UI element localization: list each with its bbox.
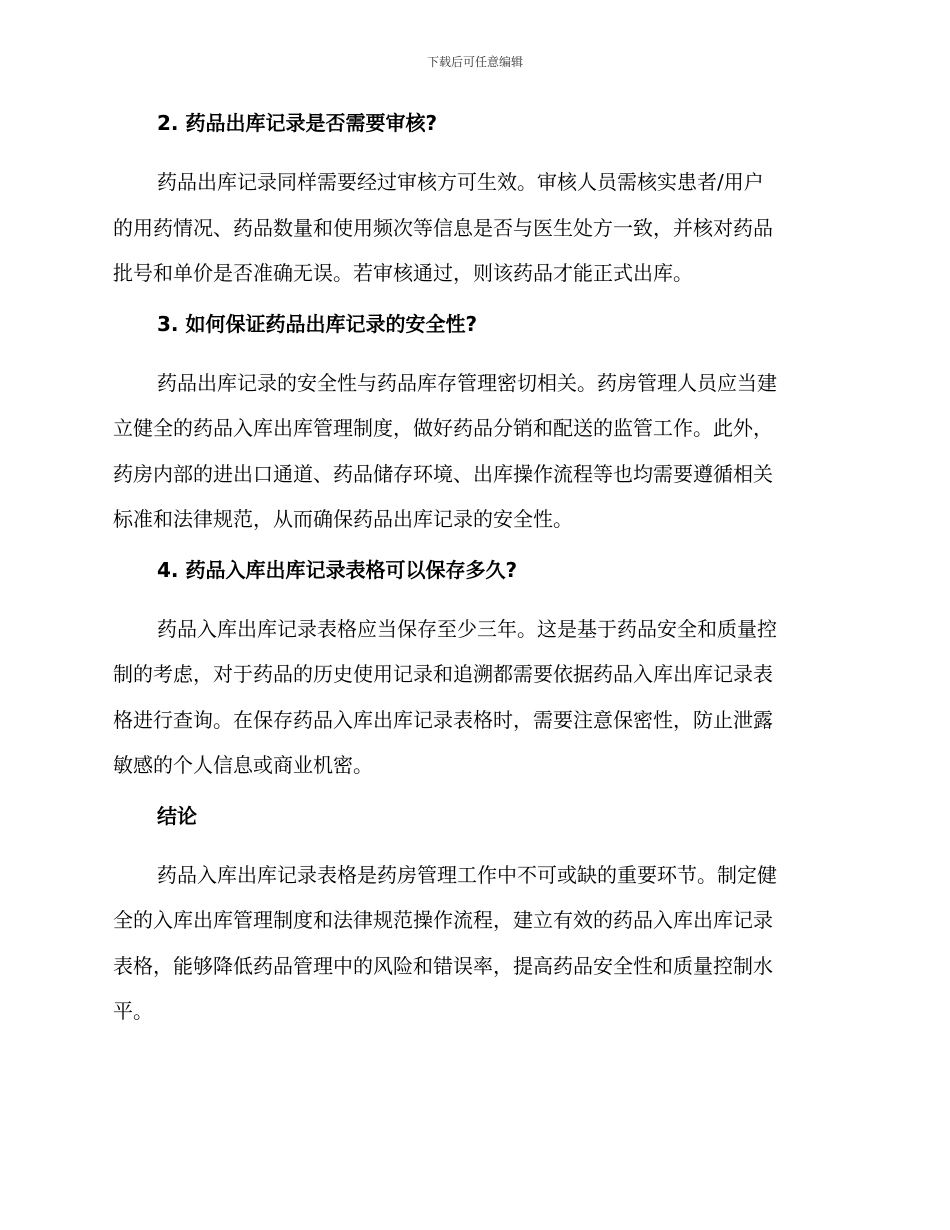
paragraph-line: 立健全的药品入库出库管理制度，做好药品分销和配送的监管工作。此外，: [113, 416, 773, 440]
paragraph-line: 标准和法律规范，从而确保药品出库记录的安全性。: [113, 507, 573, 531]
document-body: [113, 108, 838, 1035]
paragraph-line: 的用药情况、药品数量和使用频次等信息是否与医生处方一致，并核对药品: [113, 215, 773, 240]
page-header: 下载后可任意编辑: [426, 55, 523, 69]
conclusion-heading: 结论: [157, 803, 197, 828]
paragraph-line: 药品出库记录的安全性与药品库存管理密切相关。药房管理人员应当建: [157, 370, 777, 395]
section-heading-2: 2. 药品出库记录是否需要审核?: [157, 111, 438, 135]
section-paragraph-2: [113, 160, 838, 297]
paragraph-line: 批号和单价是否准确无误。若审核通过，则该药品才能正式出库。: [113, 261, 693, 285]
paragraph-line: 药品入库出库记录表格应当保存至少三年。这是基于药品安全和质量控: [157, 616, 777, 641]
paragraph-line: 平。: [113, 999, 153, 1023]
paragraph-line: 药品出库记录同样需要经过审核方可生效。审核人员需核实患者/用户: [157, 170, 764, 194]
paragraph-line: 全的入库出库管理制度和法律规范操作流程，建立有效的药品入库出库记录: [113, 908, 773, 932]
paragraph-line: 表格，能够降低药品管理中的风险和错误率，提高药品安全性和质量控制水: [113, 953, 773, 978]
section-paragraph-4: [113, 607, 838, 789]
paragraph-line: 药品入库出库记录表格是药房管理工作中不可或缺的重要环节。制定健: [157, 862, 777, 887]
paragraph-line: 敏感的个人信息或商业机密。: [113, 753, 373, 777]
paragraph-line: 格进行查询。在保存药品入库出库记录表格时，需要注意保密性，防止泄露: [113, 707, 773, 732]
section-heading-3: 3. 如何保证药品出库记录的安全性?: [157, 311, 478, 336]
conclusion-paragraph: [113, 853, 838, 1035]
section-heading-4: 4. 药品入库出库记录表格可以保存多久?: [157, 557, 518, 582]
paragraph-line: 药房内部的进出口通道、药品储存环境、出库操作流程等也均需要遵循相关: [113, 461, 773, 486]
section-paragraph-3: [113, 361, 838, 543]
paragraph-line: 制的考虑，对于药品的历史使用记录和追溯都需要依据药品入库出库记录表: [113, 662, 773, 686]
